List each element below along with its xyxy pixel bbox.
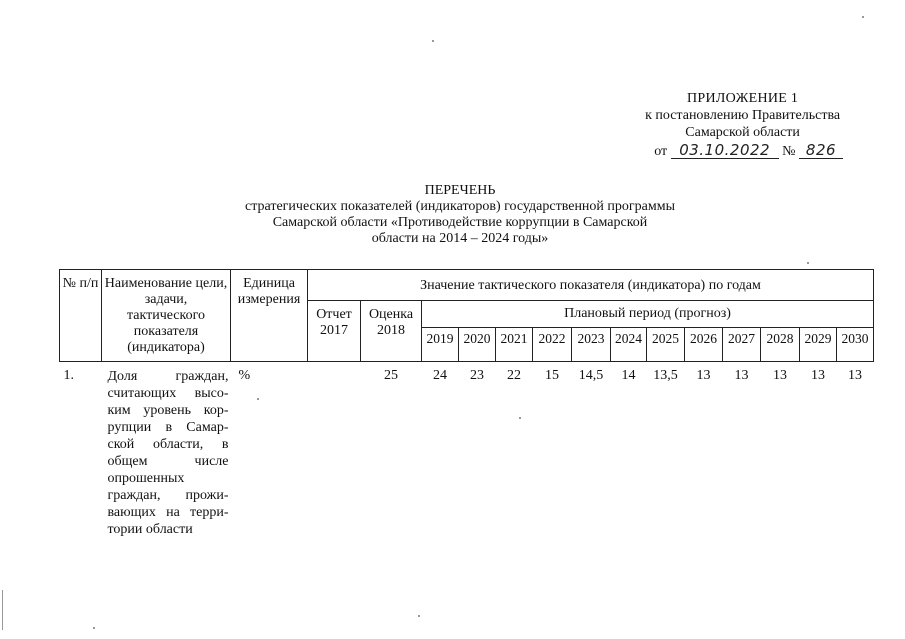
indicator-name-line: рупции в Самар- xyxy=(107,420,229,435)
table-row xyxy=(60,362,874,539)
row-year-value: 14,5 xyxy=(578,368,604,383)
scan-speck xyxy=(862,16,864,18)
header-year: 2020 xyxy=(459,328,496,362)
row-year-value: 13 xyxy=(811,368,825,383)
indicator-name-line: граждан, прожи- xyxy=(107,488,229,503)
appendix-line-2: Самарской области xyxy=(685,125,800,140)
indicator-name-line: ким уровень кор- xyxy=(107,403,229,418)
header-year: 2025 xyxy=(647,328,685,362)
indicator-name-line: считающих высо- xyxy=(107,386,229,401)
appendix-date-line xyxy=(642,143,843,160)
row-indicator-name xyxy=(102,362,231,539)
row-year-value: 13 xyxy=(848,368,862,383)
number-sign: № xyxy=(782,144,796,159)
indicator-name-line: тории области xyxy=(107,522,193,537)
header-year: 2024 xyxy=(611,328,647,362)
heading-title: ПЕРЕЧЕНЬ xyxy=(424,183,496,198)
scan-speck xyxy=(807,262,809,264)
header-num: № п/п xyxy=(60,270,102,362)
header-year: 2026 xyxy=(685,328,723,362)
document-heading xyxy=(200,183,720,247)
handwritten-number: 826 xyxy=(799,143,843,159)
appendix-block xyxy=(642,90,843,160)
header-unit: Единица измерения xyxy=(231,270,308,362)
row-year-value: 14 xyxy=(621,368,636,383)
scan-speck xyxy=(418,615,420,617)
indicator-name-line: вающих на терри- xyxy=(107,505,229,520)
heading-line-1: стратегических показателей (индикаторов) государственной программы xyxy=(245,199,675,214)
heading-line-3: области на 2014 – 2024 годы» xyxy=(371,231,549,246)
header-year: 2028 xyxy=(761,328,800,362)
handwritten-date: 03.10.2022 xyxy=(671,143,779,159)
header-report-2017: Отчет 2017 xyxy=(308,301,361,362)
row-estimate-2018: 25 xyxy=(384,368,398,383)
header-year: 2027 xyxy=(723,328,761,362)
appendix-line-1: к постановлению Правительства xyxy=(645,108,841,123)
header-year: 2023 xyxy=(572,328,611,362)
header-planned-period: Плановый период (прогноз) xyxy=(422,301,874,328)
from-label: от xyxy=(654,144,668,159)
row-year-value: 23 xyxy=(470,368,484,383)
header-name: Наименование цели, задачи, тактического показателя (индикатора) xyxy=(102,270,231,362)
row-year-value: 15 xyxy=(545,368,559,383)
row-report-2017 xyxy=(308,362,361,539)
row-year-value: 13 xyxy=(734,368,749,383)
row-unit: % xyxy=(238,368,251,383)
indicator-name-line: ской области, в xyxy=(107,437,229,452)
scan-speck xyxy=(432,40,434,42)
header-year: 2021 xyxy=(496,328,533,362)
header-year: 2022 xyxy=(533,328,572,362)
row-year-value: 13,5 xyxy=(653,368,678,383)
row-year-value: 22 xyxy=(507,368,521,383)
header-estimate-2018: Оценка 2018 xyxy=(361,301,422,362)
row-year-value: 24 xyxy=(433,368,447,383)
header-year: 2029 xyxy=(800,328,837,362)
row-num: 1. xyxy=(63,368,74,383)
header-year: 2030 xyxy=(837,328,874,362)
indicator-name-line: общем числе xyxy=(107,454,229,469)
header-values-group: Значение тактического показателя (индикатора) по годам xyxy=(308,270,874,301)
header-year: 2019 xyxy=(422,328,459,362)
indicator-name-line: Доля граждан, xyxy=(107,369,229,384)
appendix-title: ПРИЛОЖЕНИЕ 1 xyxy=(686,91,799,106)
indicators-table xyxy=(59,269,874,538)
indicator-name-line: опрошенных xyxy=(107,471,185,486)
heading-line-2: Самарской области «Противодействие коррупции в Самарской xyxy=(272,215,648,230)
scan-edge-mark xyxy=(2,590,3,630)
row-year-value: 13 xyxy=(773,368,787,383)
scan-speck xyxy=(93,627,95,629)
row-year-value: 13 xyxy=(696,368,711,383)
